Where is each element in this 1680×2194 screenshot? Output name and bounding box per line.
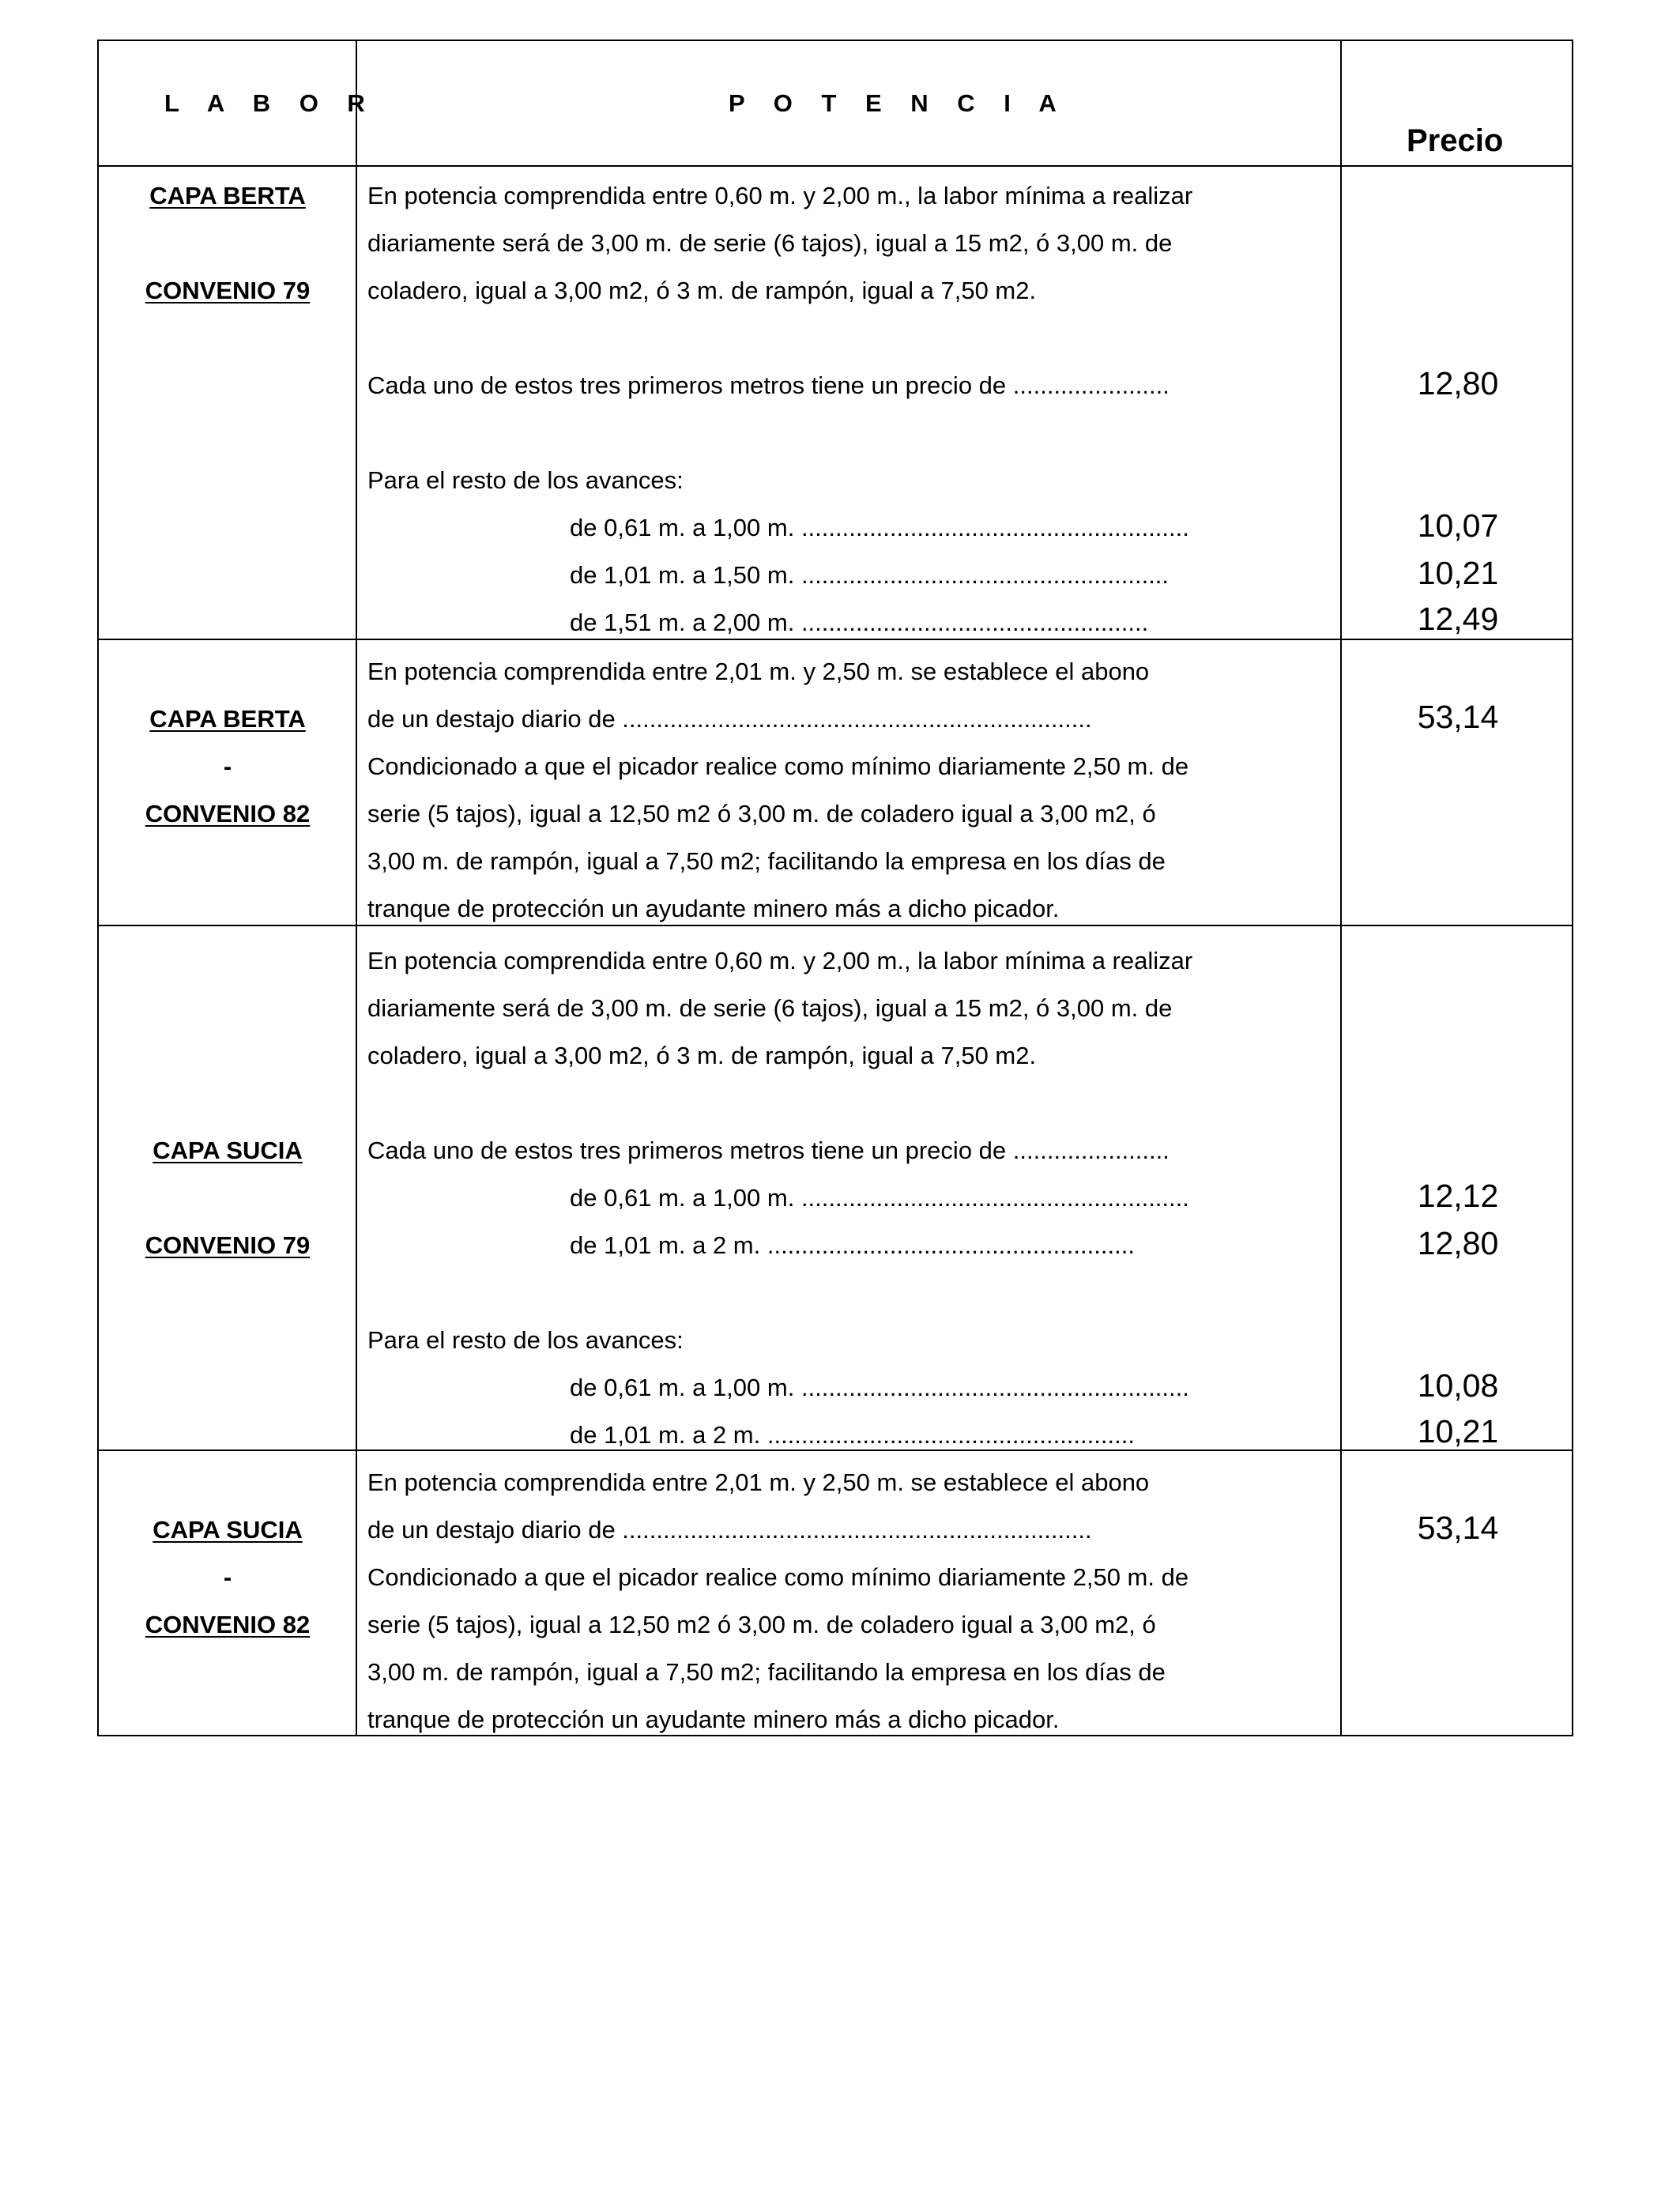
labor-capa-name: CAPA SUCIA xyxy=(153,1137,303,1164)
potencia-text-line: de un destajo diario de ..................................................................... xyxy=(367,1516,1092,1544)
labor-capa-name: CAPA SUCIA xyxy=(153,1516,303,1544)
potencia-text-line: diariamente será de 3,00 m. de serie (6 tajos), igual a 15 m2, ó 3,00 m. de xyxy=(367,994,1173,1022)
header-precio: Precio xyxy=(1407,123,1504,158)
potencia-text-line: 3,00 m. de rampón, igual a 7,50 m2; facilitando la empresa en los días de xyxy=(367,1658,1166,1686)
potencia-text-line: coladero, igual a 3,00 m2, ó 3 m. de rampón, igual a 7,50 m2. xyxy=(367,1042,1037,1069)
labor-capa-name: CAPA BERTA xyxy=(149,182,306,209)
labor-convenio: CONVENIO 79 xyxy=(145,1231,311,1259)
price-value: 10,21 xyxy=(1417,1413,1499,1449)
labor-capa-name: CAPA BERTA xyxy=(149,705,306,733)
labor-convenio: CONVENIO 82 xyxy=(145,800,311,827)
potencia-text-line: de un destajo diario de ..................................................................... xyxy=(367,705,1092,733)
potencia-text-line: En potencia comprendida entre 2,01 m. y 2,50 m. se establece el abono xyxy=(367,658,1150,685)
column-divider-precio xyxy=(1340,41,1342,1735)
potencia-range-line: de 0,61 m. a 1,00 m. ......................................................... xyxy=(570,514,1189,541)
price-value: 12,49 xyxy=(1417,601,1499,637)
potencia-text-line: Cada uno de estos tres primeros metros tiene un precio de ....................... xyxy=(367,1137,1170,1164)
price-value: 12,80 xyxy=(1417,1225,1499,1261)
price-value: 10,08 xyxy=(1417,1367,1499,1404)
potencia-range-line: de 1,51 m. a 2,00 m. ................................................... xyxy=(570,609,1149,636)
potencia-text-line: Condicionado a que el picador realice como mínimo diariamente 2,50 m. de xyxy=(367,1563,1189,1591)
potencia-range-line: de 0,61 m. a 1,00 m. ......................................................... xyxy=(570,1184,1189,1212)
header-labor: L A B O R xyxy=(164,89,376,117)
price-value: 53,14 xyxy=(1417,1510,1499,1546)
labor-separator: - xyxy=(223,752,232,780)
labor-convenio: CONVENIO 82 xyxy=(145,1611,311,1638)
potencia-text-line: Para el resto de los avances: xyxy=(367,466,684,494)
potencia-text-line: En potencia comprendida entre 0,60 m. y 2,00 m., la labor mínima a realizar xyxy=(367,182,1193,209)
price-table xyxy=(97,40,1573,1736)
potencia-range-line: de 0,61 m. a 1,00 m. ......................................................... xyxy=(570,1374,1189,1401)
potencia-range-line: de 1,01 m. a 2 m. ...................................................... xyxy=(570,1231,1135,1259)
potencia-text-line: En potencia comprendida entre 0,60 m. y 2,00 m., la labor mínima a realizar xyxy=(367,947,1193,974)
potencia-text-line: Cada uno de estos tres primeros metros tiene un precio de ....................... xyxy=(367,371,1170,399)
header-potencia: P O T E N C I A xyxy=(729,89,1068,117)
price-value: 12,80 xyxy=(1417,365,1499,401)
potencia-text-line: En potencia comprendida entre 2,01 m. y 2,50 m. se establece el abono xyxy=(367,1468,1150,1496)
price-value: 10,21 xyxy=(1417,555,1499,591)
row-divider-2 xyxy=(99,925,1572,926)
potencia-text-line: serie (5 tajos), igual a 12,50 m2 ó 3,00 m. de coladero igual a 3,00 m2, ó xyxy=(367,800,1156,827)
labor-separator: - xyxy=(223,1563,232,1591)
price-value: 53,14 xyxy=(1417,699,1499,735)
column-divider-labor xyxy=(356,41,357,1735)
labor-convenio: CONVENIO 79 xyxy=(145,277,311,304)
header-divider xyxy=(99,165,1572,167)
potencia-range-line: de 1,01 m. a 1,50 m. ...................................................... xyxy=(570,561,1170,589)
potencia-text-line: Para el resto de los avances: xyxy=(367,1326,684,1354)
potencia-text-line: tranque de protección un ayudante minero más a dicho picador. xyxy=(367,1706,1060,1733)
potencia-text-line: tranque de protección un ayudante minero más a dicho picador. xyxy=(367,895,1060,922)
potencia-text-line: 3,00 m. de rampón, igual a 7,50 m2; facilitando la empresa en los días de xyxy=(367,847,1166,875)
potencia-text-line: serie (5 tajos), igual a 12,50 m2 ó 3,00 m. de coladero igual a 3,00 m2, ó xyxy=(367,1611,1156,1638)
price-value: 12,12 xyxy=(1417,1178,1499,1214)
row-divider-1 xyxy=(99,639,1572,640)
potencia-text-line: Condicionado a que el picador realice como mínimo diariamente 2,50 m. de xyxy=(367,752,1189,780)
potencia-range-line: de 1,01 m. a 2 m. ...................................................... xyxy=(570,1421,1135,1449)
price-value: 10,07 xyxy=(1417,507,1499,544)
potencia-text-line: coladero, igual a 3,00 m2, ó 3 m. de rampón, igual a 7,50 m2. xyxy=(367,277,1037,304)
potencia-text-line: diariamente será de 3,00 m. de serie (6 tajos), igual a 15 m2, ó 3,00 m. de xyxy=(367,229,1173,257)
